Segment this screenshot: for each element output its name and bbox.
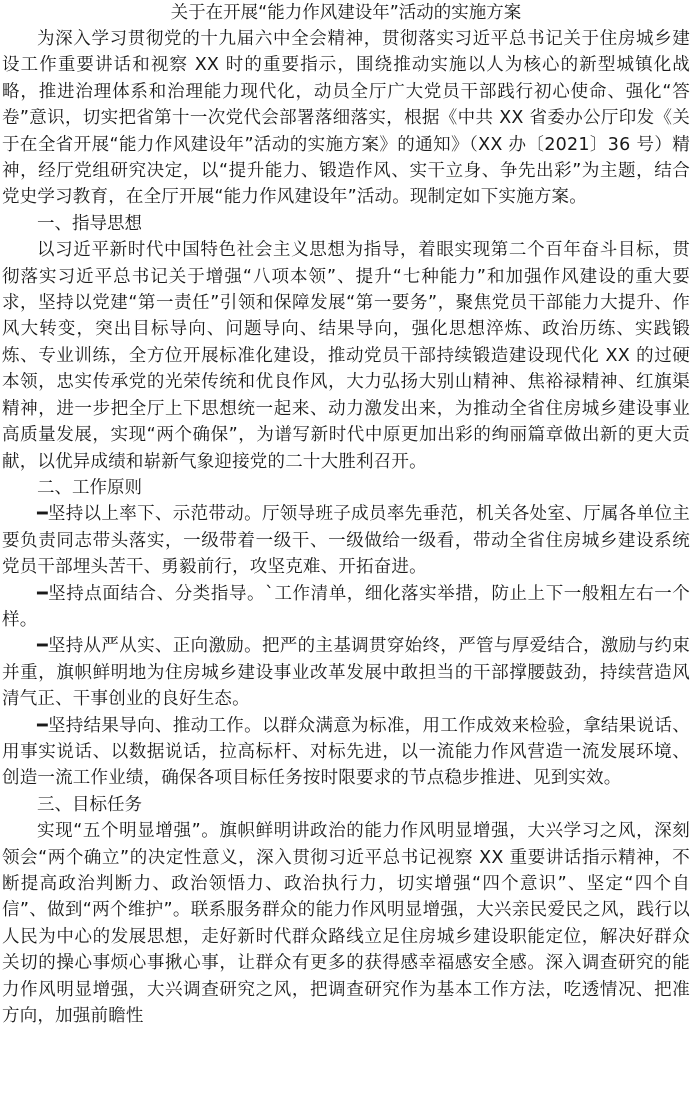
principle-paragraph-2: ━坚持点面结合、分类指导。`工作清单，细化落实举措，防止上下一般粗左右一个样。 — [2, 583, 690, 630]
guiding-ideology-paragraph: 以习近平新时代中国特色社会主义思想为指导，着眼实现第二个百年奋斗目标，贯彻落实习近平总书记关于增强“八项本领”、提升“七种能力”和加强作风建设的重大要求，坚持以党建“第一责任”引领和保障发展“第一要务”，聚焦党员干部能力大提升、作风大转变，突出目标导向、问题导向、结果导向，强化思想淬炼、政治历练、实践锻炼、专业训练，全方位开展标准化建设，推动党员干部持续锻造建设现代化 XX 的过硬本领，忠实传承党的光荣传统和优良作风，大力弘扬大别山精神、焦裕禄精神、红旗渠精神，进一步把全厅上下思想统一起来、动力激发出来，为推动全省住房城乡建设事业高质量发展，实现“两个确保”，为谱写新时代中原更加出彩的绚丽篇章做出新的更大贡献，以优异成绩和崭新气象迎接党的二十大胜利召开。 — [2, 240, 690, 472]
section-heading-guiding-ideology: 一、指导思想 — [37, 213, 142, 234]
intro-paragraph: 为深入学习贯彻党的十九届六中全会精神，贯彻落实习近平总书记关于住房城乡建设工作重要讲话和视察 XX 时的重要指示，围绕推动实施以人为核心的新型城镇化战略，推进治理体系和治理能力现代化，动员全厅广大党员干部践行初心使命、强化“答卷”意识，切实把省第十一次党代会部署落细落实，根据《中共 XX 省委办公厅印发《关于在全省开展“能力作风建设年”活动的实施方案》的通知》（XX 办〔2021〕36 号）精神，经厅党组研究决定，以“提升能力、锻造作风、实干立身、争先出彩”为主题，结合党史学习教育，在全厅开展“能力作风建设年”活动。现制定如下实施方案。 — [2, 29, 690, 208]
section-heading-goals: 三、目标任务 — [37, 794, 142, 815]
principle-paragraph-4: ━坚持结果导向、推动工作。以群众满意为标准，用工作成效来检验，拿结果说话、用事实说话、以数据说话，拉高标杆、对标先进，以一流能力作风营造一流发展环境、创造一流工作业绩，确保各项目标任务按时限要求的节点稳步推进、见到实效。 — [2, 715, 690, 789]
principle-paragraph-1: ━坚持以上率下、示范带动。厅领导班子成员率先垂范，机关各处室、厅属各单位主要负责同志带头落实，一级带着一级干、一级做给一级看，带动全省住房城乡建设系统党员干部埋头苦干、勇毅前行，攻坚克难、开拓奋进。 — [2, 504, 690, 578]
principle-paragraph-3: ━坚持从严从实、正向激励。把严的主基调贯穿始终，严管与厚爱结合，激励与约束并重，旗帜鲜明地为住房城乡建设事业改革发展中敢担当的干部撑腰鼓劲，持续营造风清气正、干事创业的良好生态。 — [2, 636, 690, 710]
document-title: 关于在开展“能力作风建设年”活动的实施方案 — [170, 3, 522, 23]
section-heading-work-principles: 二、工作原则 — [37, 477, 142, 498]
goals-paragraph: 实现“五个明显增强”。旗帜鲜明讲政治的能力作风明显增强，大兴学习之风，深刻领会“两个确立”的决定性意义，深入贯彻习近平总书记视察 XX 重要讲话指示精神，不断提高政治判断力、政治领悟力、政治执行力，切实增强“四个意识”、坚定“四个自信”、做到“两个维护”。联系服务群众的能力作风明显增强，大兴亲民爱民之风，践行以人民为中心的发展思想，走好新时代群众路线立足住房城乡建设职能定位，解决好群众关切的操心事烦心事揪心事，让群众有更多的获得感幸福感安全感。深入调查研究的能力作风明显增强，大兴调查研究之风，把调查研究作为基本工作方法，吃透情况、把准方向，加强前瞻性 — [2, 821, 690, 1027]
